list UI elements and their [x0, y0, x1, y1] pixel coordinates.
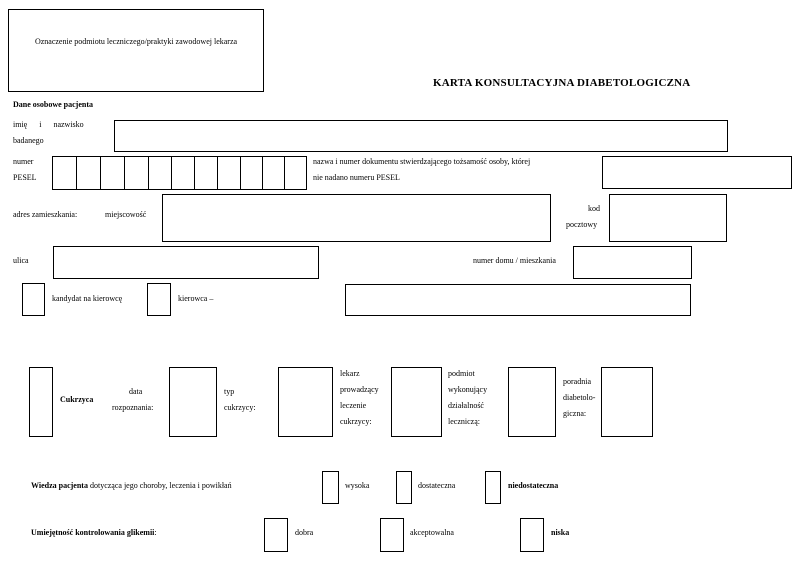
id-document-label-line1: nazwa i numer dokumentu stwierdzającego tożsamość osoby, której — [313, 157, 531, 166]
diabetes-title: Cukrzyca — [60, 395, 94, 404]
section-personal-title: Dane osobowe pacjenta — [13, 100, 93, 109]
glycemia-acceptable-label: akceptowalna — [410, 528, 454, 537]
pesel-field[interactable] — [52, 156, 307, 190]
medical-entity-label-line2: wykonujący — [448, 385, 488, 394]
city-label: miejscowość — [105, 210, 147, 219]
postal-code-label-line1: kod — [588, 204, 600, 213]
diagnosis-date-label-line1: data — [129, 387, 143, 396]
pesel-cell[interactable] — [218, 157, 241, 189]
glycemia-good-checkbox[interactable] — [264, 518, 288, 552]
house-number-label: numer domu / mieszkania — [473, 256, 556, 265]
treating-doctor-label-line4: cukrzycy: — [340, 417, 372, 426]
pesel-cell[interactable] — [285, 157, 307, 189]
page-title: KARTA KONSULTACYJNA DIABETOLOGICZNA — [433, 77, 691, 89]
knowledge-label — [31, 478, 232, 494]
institution-stamp-box — [8, 9, 264, 92]
postal-code-label-line2: pocztowy — [566, 220, 598, 229]
driver-label: kierowca – — [178, 294, 214, 303]
pesel-cell[interactable] — [77, 157, 101, 189]
diabetes-clinic-label-line1: poradnia — [563, 377, 591, 386]
knowledge-high-label: wysoka — [345, 481, 370, 490]
pesel-cell[interactable] — [172, 157, 195, 189]
diagnosis-date-field[interactable] — [169, 367, 217, 437]
institution-label: Oznaczenie podmiotu leczniczego/praktyki zawodowej lekarza — [34, 37, 238, 46]
glycemia-label-bold: Umiejętność kontrolowania glikemii — [31, 528, 155, 537]
driver-candidate-checkbox[interactable] — [22, 283, 45, 316]
pesel-cell[interactable] — [101, 157, 125, 189]
knowledge-sufficient-label: dostateczna — [418, 481, 456, 490]
glycemia-acceptable-checkbox[interactable] — [380, 518, 404, 552]
knowledge-insufficient-label: niedostateczna — [508, 481, 559, 490]
knowledge-label-rest: dotycząca jego choroby, leczenia i powikłań — [87, 481, 232, 490]
driver-details-field[interactable] — [345, 284, 691, 316]
diabetes-clinic-label-line2: diabetolo- — [563, 393, 596, 402]
pesel-label-line2: PESEL — [13, 173, 37, 182]
id-document-field[interactable] — [602, 156, 792, 189]
driver-checkbox[interactable] — [147, 283, 171, 316]
medical-entity-field[interactable] — [508, 367, 556, 437]
glycemia-low-checkbox[interactable] — [520, 518, 544, 552]
street-field[interactable] — [53, 246, 319, 279]
pesel-label-line1: numer — [13, 157, 34, 166]
pesel-cell[interactable] — [53, 157, 77, 189]
pesel-cell[interactable] — [195, 157, 218, 189]
diabetes-clinic-label-line3: giczna: — [563, 409, 587, 418]
pesel-cell[interactable] — [263, 157, 285, 189]
glycemia-good-label: dobra — [295, 528, 314, 537]
city-field[interactable] — [162, 194, 551, 242]
diagnosis-date-label-line2: rozpoznania: — [112, 403, 154, 412]
street-label: ulica — [13, 256, 29, 265]
treating-doctor-field[interactable] — [391, 367, 442, 437]
pesel-cell[interactable] — [241, 157, 263, 189]
id-document-label-line2: nie nadano numeru PESEL — [313, 173, 400, 182]
name-label-line2: badanego — [13, 136, 44, 145]
driver-candidate-label: kandydat na kierowcę — [52, 294, 123, 303]
medical-entity-label-line4: leczniczą: — [448, 417, 480, 426]
treating-doctor-label-line3: leczenie — [340, 401, 367, 410]
diabetes-type-label-line2: cukrzycy: — [224, 403, 256, 412]
knowledge-insufficient-checkbox[interactable] — [485, 471, 501, 504]
diabetes-type-label-line1: typ — [224, 387, 235, 396]
house-number-field[interactable] — [573, 246, 692, 279]
treating-doctor-label-line1: lekarz — [340, 369, 360, 378]
pesel-cell[interactable] — [125, 157, 149, 189]
medical-entity-label-line1: podmiot — [448, 369, 475, 378]
diabetes-checkbox[interactable] — [29, 367, 53, 437]
glycemia-label — [31, 525, 157, 541]
glycemia-label-rest: : — [154, 528, 157, 537]
knowledge-high-checkbox[interactable] — [322, 471, 339, 504]
diabetes-type-field[interactable] — [278, 367, 333, 437]
diabetes-clinic-field[interactable] — [601, 367, 653, 437]
postal-code-field[interactable] — [609, 194, 727, 242]
pesel-cell[interactable] — [149, 157, 172, 189]
knowledge-sufficient-checkbox[interactable] — [396, 471, 412, 504]
glycemia-low-label: niska — [551, 528, 570, 537]
medical-entity-label-line3: działalność — [448, 401, 484, 410]
name-label-line1: imię i nazwisko — [13, 120, 84, 129]
treating-doctor-label-line2: prowadzący — [340, 385, 379, 394]
name-field[interactable] — [114, 120, 728, 152]
knowledge-label-bold: Wiedza pacjenta — [31, 481, 88, 490]
address-label: adres zamieszkania: — [13, 210, 78, 219]
